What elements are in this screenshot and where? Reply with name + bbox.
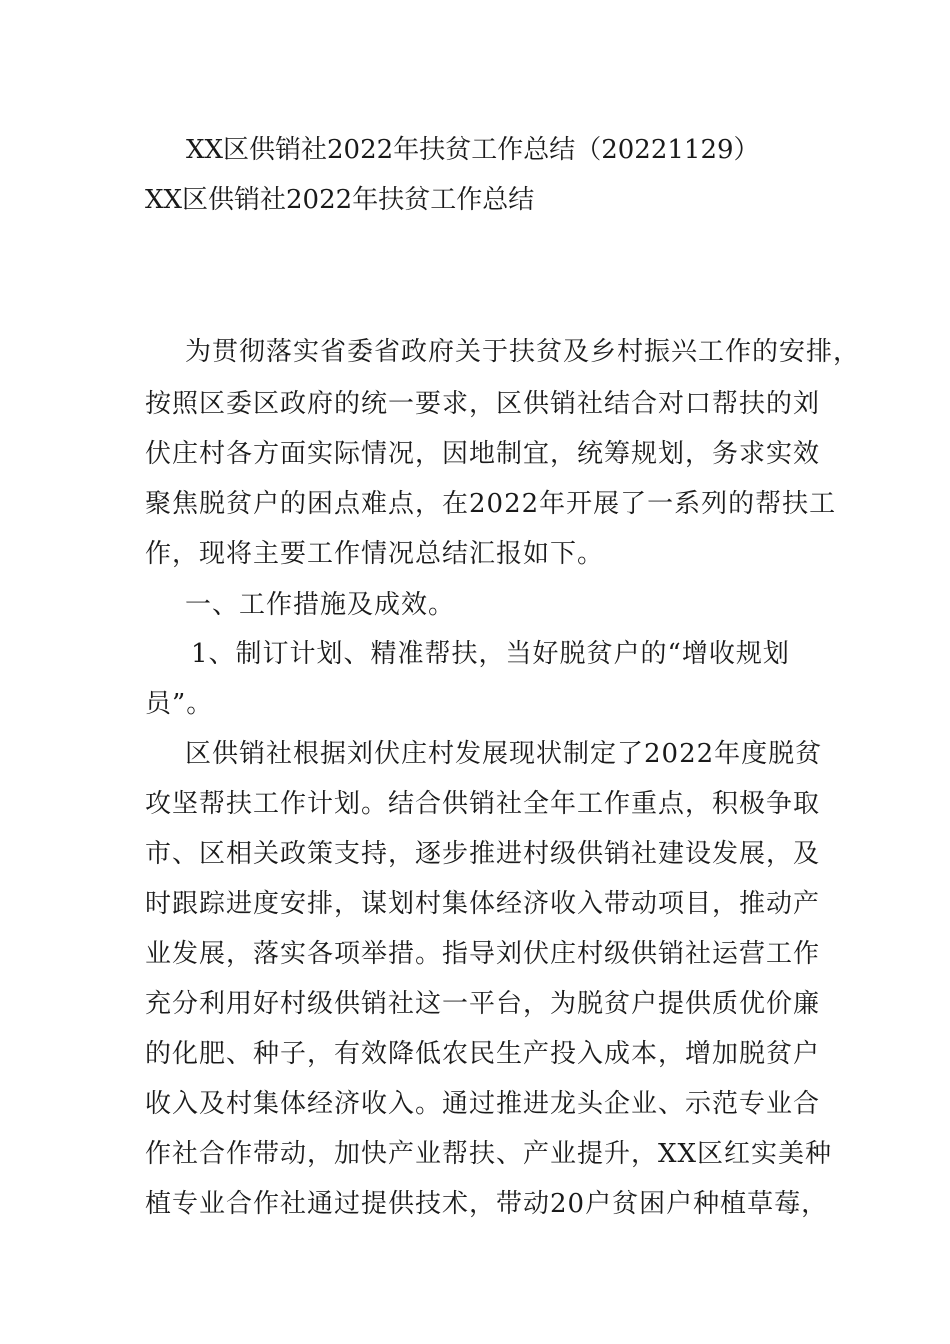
paragraph-2-line-3: 市、区相关政策支持，逐步推进村级供销社建设发展，及 [145,839,821,869]
paragraph-2-line-5: 业发展，落实各项举措。指导刘伏庄村级供销社运营工作 [145,939,821,969]
paragraph-1-line-1: 为贯彻落实省委省政府关于扶贫及乡村振兴工作的安排， [185,337,861,367]
paragraph-2-line-1: 区供销社根据刘伏庄村发展现状制定了2022年度脱贫 [185,739,823,769]
document-subtitle: XX区供销社2022年扶贫工作总结 [145,185,535,215]
paragraph-2-line-9: 作社合作带动，加快产业帮扶、产业提升，XX区红实美种 [145,1139,833,1169]
paragraph-1-line-2: 按照区委区政府的统一要求，区供销社结合对口帮扶的刘 [145,389,821,419]
subsection-heading-1-line-1: 1、制订计划、精准帮扶，当好脱贫户的“增收规划 [191,639,790,669]
section-heading-1: 一、工作措施及成效。 [185,590,456,620]
paragraph-1-line-4: 聚焦脱贫户的困点难点，在2022年开展了一系列的帮扶工 [145,489,837,519]
paragraph-1-line-5: 作，现将主要工作情况总结汇报如下。 [145,539,605,569]
document-title: XX区供销社2022年扶贫工作总结（20221129） [186,135,760,165]
paragraph-1-line-3: 伏庄村各方面实际情况，因地制宜，统筹规划，务求实效 [145,439,821,469]
paragraph-2-line-10: 植专业合作社通过提供技术，带动20户贫困户种植草莓， [145,1189,829,1219]
paragraph-2-line-4: 时跟踪进度安排，谋划村集体经济收入带动项目，推动产 [145,889,821,919]
paragraph-2-line-6: 充分利用好村级供销社这一平台，为脱贫户提供质优价廉 [145,989,821,1019]
paragraph-2-line-8: 收入及村集体经济收入。通过推进龙头企业、示范专业合 [145,1089,821,1119]
paragraph-2-line-2: 攻坚帮扶工作计划。结合供销社全年工作重点，积极争取 [145,789,821,819]
subsection-heading-1-line-2: 员”。 [145,689,214,719]
paragraph-2-line-7: 的化肥、种子，有效降低农民生产投入成本，增加脱贫户 [145,1039,821,1069]
